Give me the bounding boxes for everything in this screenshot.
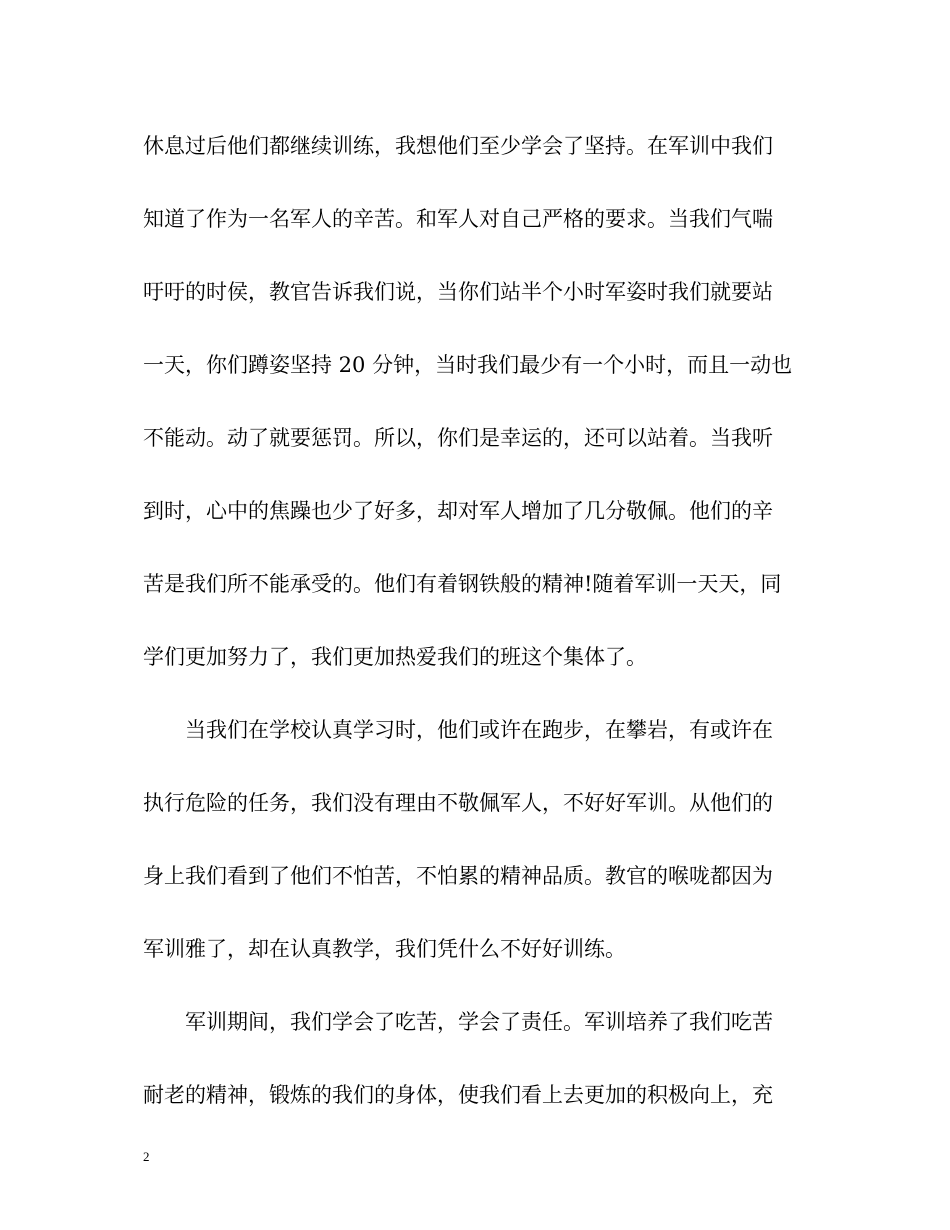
body-text [143,120,807,1142]
text-line: 知道了作为一名军人的辛苦。和军人对自己严格的要求。当我们气喘 [143,207,773,231]
text-line: 到时，心中的焦躁也少了好多，却对军人增加了几分敬佩。他们的辛 [143,499,773,523]
text-line: 吁吁的时侯，教官告诉我们说，当你们站半个小时军姿时我们就要站 [143,280,773,304]
text-line: 执行危险的任务，我们没有理由不敬佩军人，不好好军训。从他们的 [143,791,773,815]
text-line: 苦是我们所不能承受的。他们有着钢铁般的精神!随着军训一天天，同 [143,572,782,596]
page-number: 2 [143,1149,150,1164]
text-line: 休息过后他们都继续训练，我想他们至少学会了坚持。在军训中我们 [143,134,773,158]
text-line: 一天，你们蹲姿坚持 20 分钟，当时我们最少有一个小时，而且一动也 [143,353,793,377]
text-line: 耐老的精神，锻炼的我们的身体，使我们看上去更加的积极向上，充 [143,1083,773,1107]
paragraph-start-line: 当我们在学校认真学习时，他们或许在跑步，在攀岩，有或许在 [185,718,773,742]
text-line: 学们更加努力了，我们更加热爱我们的班这个集体了。 [143,645,647,669]
text-line: 不能动。动了就要惩罚。所以，你们是幸运的，还可以站着。当我听 [143,426,773,450]
text-line: 军训雅了，却在认真教学，我们凭什么不好好训练。 [143,937,626,961]
text-line: 身上我们看到了他们不怕苦，不怕累的精神品质。教官的喉咙都因为 [143,864,773,888]
paragraph-start-line: 军训期间，我们学会了吃苦，学会了责任。军训培养了我们吃苦 [185,1010,773,1034]
